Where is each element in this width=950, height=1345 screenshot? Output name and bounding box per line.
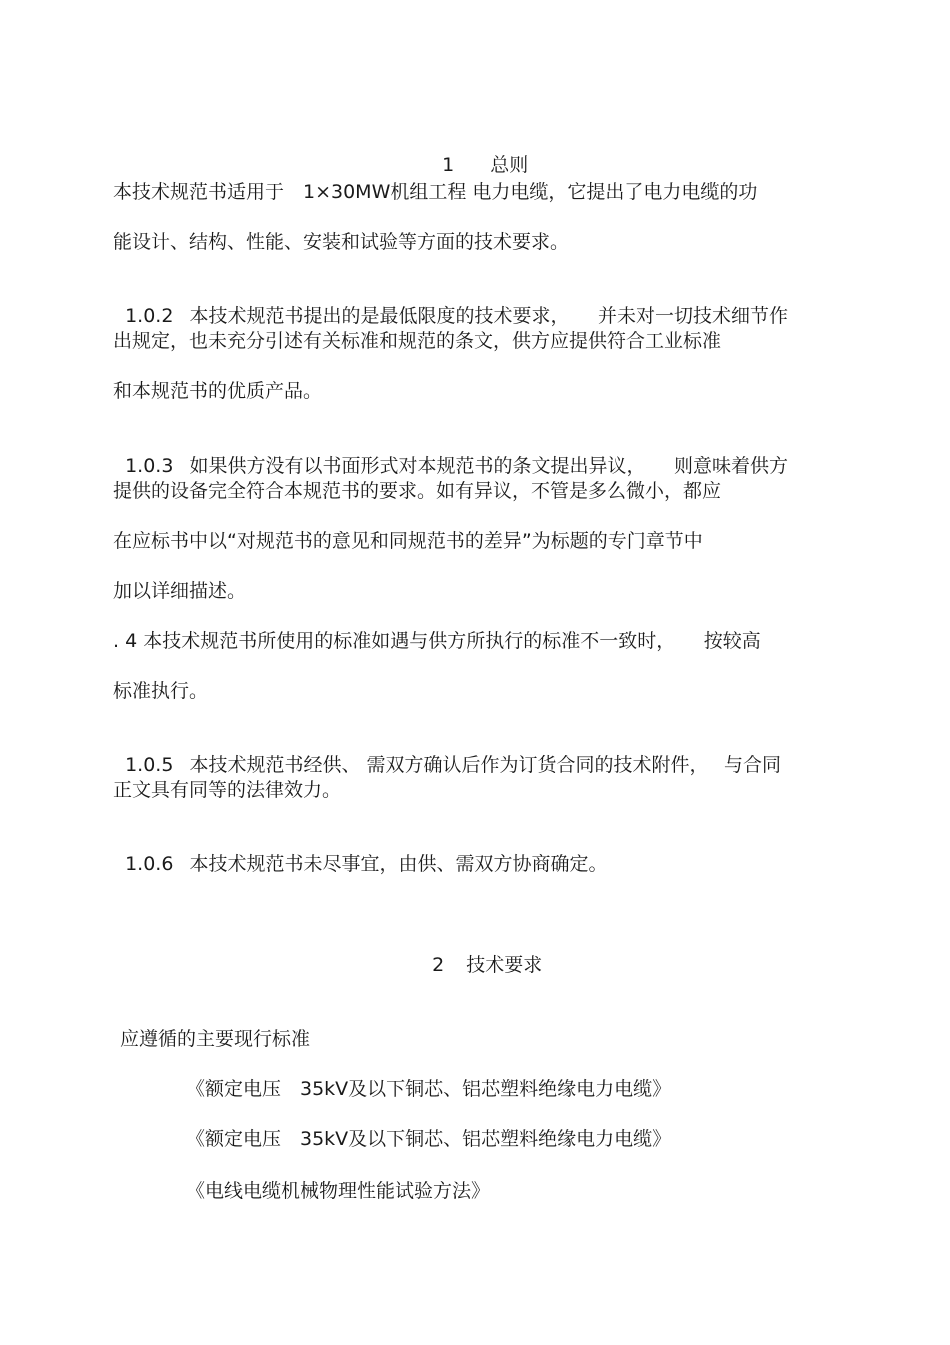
section-2-number: 2 <box>432 954 445 976</box>
paragraph-1-0-5-line-1 <box>113 729 781 777</box>
paragraph-1-0-4-line-2: 标准执行。 <box>113 680 209 702</box>
section-1-title: 总则 <box>490 154 529 176</box>
section-1-number: 1 <box>442 154 455 176</box>
standard-item: 《额定电压 35kV及以下铜芯、铝芯塑料绝缘电力电缆》 <box>186 1128 672 1150</box>
clause-number: 1.0.6 <box>125 853 174 875</box>
standard-item: 《电线电缆机械物理性能试验方法》 <box>186 1180 491 1202</box>
paragraph-1-0-2-line-3: 和本规范书的优质产品。 <box>113 380 323 402</box>
clause-text: 如果供方没有以书面形式对本规范书的条文提出异议， 则意味着供方 <box>189 455 788 477</box>
paragraph-1-0-3-line-1 <box>113 430 788 478</box>
standards-intro: 应遵循的主要现行标准 <box>120 1028 311 1050</box>
clause-text: 本技术规范书未尽事宜，由供、需双方协商确定。 <box>189 853 608 875</box>
paragraph-1-0-5-line-2: 正文具有同等的法律效力。 <box>113 779 342 801</box>
clause-number: 1.0.3 <box>125 455 174 477</box>
paragraph-1-0-3-line-2: 提供的设备完全符合本规范书的要求。如有异议，不管是多么微小，都应 <box>113 480 722 502</box>
section-1-heading <box>430 129 528 177</box>
paragraph-1-0-4-line-1: . 4 本技术规范书所使用的标准如遇与供方所执行的标准不一致时， 按较高 <box>113 630 761 652</box>
paragraph-1-0-2-line-1 <box>113 280 788 328</box>
paragraph-1-line-1: 本技术规范书适用于 1×30MW机组工程 电力电缆，它提出了电力电缆的功 <box>113 181 758 203</box>
clause-text: 本技术规范书提出的是最低限度的技术要求， 并未对一切技术细节作 <box>189 305 788 327</box>
clause-number: 1.0.2 <box>125 305 174 327</box>
standard-item: 《额定电压 35kV及以下铜芯、铝芯塑料绝缘电力电缆》 <box>186 1078 672 1100</box>
paragraph-1-0-3-line-3: 在应标书中以“对规范书的意见和同规范书的差异”为标题的专门章节中 <box>113 530 703 552</box>
section-2-title: 技术要求 <box>466 954 543 976</box>
paragraph-1-0-3-line-4: 加以详细描述。 <box>113 580 247 602</box>
section-2-heading <box>420 929 542 977</box>
clause-text: 本技术规范书经供、 需双方确认后作为订货合同的技术附件， 与合同 <box>189 754 782 776</box>
paragraph-1-line-2: 能设计、结构、性能、安装和试验等方面的技术要求。 <box>113 231 570 253</box>
paragraph-1-0-6-line-1 <box>113 828 607 876</box>
clause-number: 1.0.5 <box>125 754 174 776</box>
paragraph-1-0-2-line-2: 出规定，也未充分引述有关标准和规范的条文，供方应提供符合工业标准 <box>113 330 722 352</box>
